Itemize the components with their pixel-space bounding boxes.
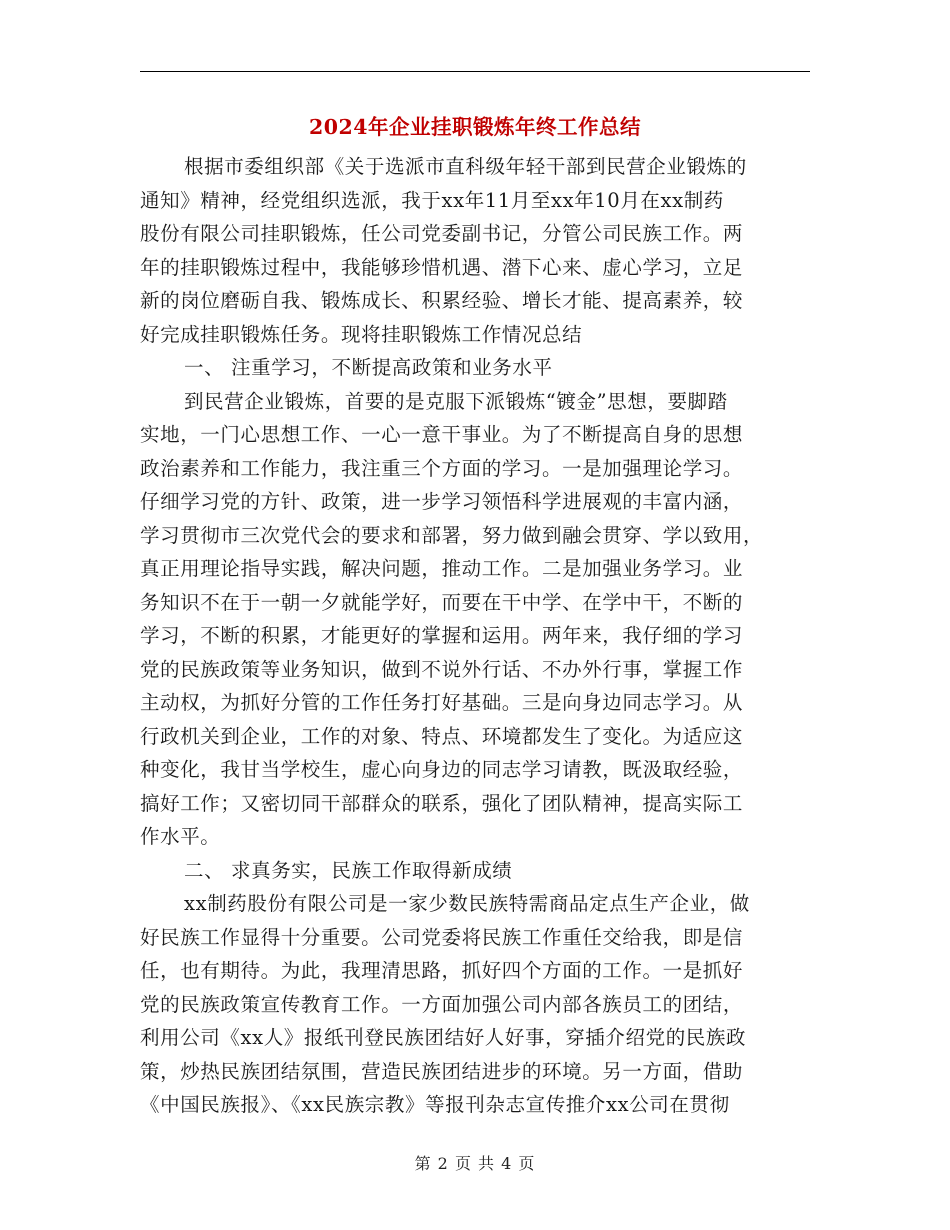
paragraph-line: 到民营企业锻炼，首要的是克服下派锻炼“镀金”思想，要脚踏: [184, 389, 728, 413]
paragraph-line: 作水平。: [140, 825, 221, 848]
section-heading-2: 二、 求真务实，民族工作取得新成绩: [184, 858, 513, 882]
paragraph-line: 政治素养和工作能力，我注重三个方面的学习。一是加强理论学习。: [140, 456, 744, 480]
paragraph-line: 好完成挂职锻炼任务。现将挂职锻炼工作情况总结: [140, 322, 583, 346]
document-title: 2024年企业挂职锻炼年终工作总结: [308, 115, 642, 139]
paragraph-line: 策，炒热民族团结氛围，营造民族团结进步的环境。另一方面，借助: [140, 1059, 744, 1083]
paragraph-line: 《中国民族报》、《xx民族宗教》等报刊杂志宣传推介xx公司在贯彻: [140, 1093, 730, 1116]
paragraph-line: 党的民族政策宣传教育工作。一方面加强公司内部各族员工的团结，: [140, 992, 744, 1016]
paragraph-line: 任，也有期待。为此，我理清思路，抓好四个方面的工作。一是抓好: [140, 959, 744, 982]
section-heading-1: 一、 注重学习，不断提高政策和业务水平: [184, 356, 553, 379]
paragraph-line: 种变化，我甘当学校生，虚心向身边的同志学习请教，既汲取经验，: [140, 758, 744, 781]
paragraph-line: 利用公司《xx人》报纸刊登民族团结好人好事，穿插介绍党的民族政: [140, 1026, 747, 1049]
paragraph-line: 学习贯彻市三次党代会的要求和部署，努力做到融会贯穿、学以致用，: [140, 523, 764, 547]
paragraph-line: 好民族工作显得十分重要。公司党委将民族工作重任交给我，即是信: [140, 925, 744, 949]
paragraph-line: 务知识不在于一朝一夕就能学好，而要在干中学、在学中干，不断的: [140, 590, 744, 614]
paragraph-line: 真正用理论指导实践，解决问题，推动工作。二是加强业务学习。业: [140, 557, 744, 580]
paragraph-line: 实地，一门心思想工作、一心一意干事业。为了不断提高自身的思想: [140, 423, 744, 446]
paragraph-line: 搞好工作；又密切同干部群众的联系，强化了团队精神，提高实际工: [140, 791, 744, 815]
paragraph-line: 党的民族政策等业务知识，做到不说外行话、不办外行事，掌握工作: [140, 657, 744, 681]
paragraph-line: 股份有限公司挂职锻炼，任公司党委副书记，分管公司民族工作。两: [140, 222, 744, 245]
paragraph-line: 行政机关到企业，工作的对象、特点、环境都发生了变化。为适应这: [140, 724, 744, 748]
document-body: [140, 150, 812, 1122]
paragraph-line: 通知》精神，经党组织选派，我于xx年11月至xx年10月在xx制药: [140, 188, 724, 212]
paragraph-line: xx制药股份有限公司是一家少数民族特需商品定点生产企业，做: [184, 892, 750, 915]
paragraph-line: 仔细学习党的方针、政策，进一步学习领悟科学进展观的丰富内涵，: [140, 490, 744, 513]
paragraph-line: 年的挂职锻炼过程中，我能够珍惜机遇、潜下心来、虚心学习，立足: [140, 255, 744, 279]
paragraph-line: 新的岗位磨砺自我、锻炼成长、积累经验、增长才能、提高素养，较: [140, 289, 744, 312]
page-number: 第 2 页 共 4 页: [414, 1154, 536, 1173]
header-rule: [140, 71, 810, 72]
paragraph-line: 根据市委组织部《关于选派市直科级年轻干部到民营企业锻炼的: [184, 155, 747, 178]
paragraph-line: 学习，不断的积累，才能更好的掌握和运用。两年来，我仔细的学习: [140, 624, 744, 647]
paragraph-line: 主动权，为抓好分管的工作任务打好基础。三是向身边同志学习。从: [140, 691, 744, 714]
